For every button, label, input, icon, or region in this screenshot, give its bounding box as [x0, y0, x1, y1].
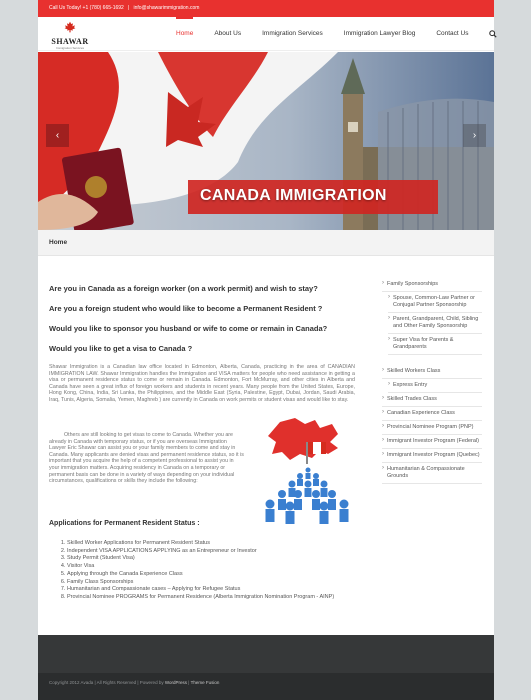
- phone-text[interactable]: Call Us Today! +1 (780) 665-1692: [49, 5, 124, 11]
- sidebar-item-family-sponsorships[interactable]: › Family Sponsorships: [382, 278, 482, 292]
- wordpress-link[interactable]: WordPress: [164, 680, 188, 685]
- sidebar-item-super-visa[interactable]: › Super Visa for Parents & Grandparents: [388, 334, 482, 355]
- top-bar: [38, 0, 494, 17]
- question-4: Would you like to get a visa to Canada ?: [49, 344, 193, 353]
- list-item: 7. Humanitarian and Compassionate cases – Applying for Refugee Status: [67, 586, 359, 594]
- header: [38, 17, 494, 51]
- nav-immigration-services[interactable]: Immigration Services: [262, 30, 323, 37]
- breadcrumb: [38, 230, 494, 256]
- intro-paragraph: Shawar Immigration is a Canadian law office located in Edmonton, Alberta, Canada, practicing in the area of CANADIAN IMMIGRATION LAW. Shawar Immigration handles the Immigration and VISA matters for people who need assistance in getting a visa or permanent residence status to come or remain in Canada. Edmonton, Fort McMurray, and other cities in Alberta and Canada have seen a great influx of foreign workers and students in recent years. Many people from the United States, Europe, Hong Kong, China, India, Sri Lanka, the Philippines, and the Middle East (Syria, Palestine, Egypt, Dubai, Jordan, Saudi Arabia, Iraq, Tunis, Algeria, Somalia, Yemen, Maghreb ) are currently in Canada on work permits or student visas and would like to stay.: [49, 364, 355, 403]
- sidebar-menu: [382, 278, 482, 484]
- nav-contact-us[interactable]: Contact Us: [436, 30, 469, 37]
- search-icon[interactable]: [489, 30, 497, 38]
- sidebar-item-investor-federal[interactable]: › Immigrant Investor Program (Federal): [382, 435, 482, 449]
- logo-tagline: Immigration Services: [55, 46, 84, 50]
- nav-about-us[interactable]: About Us: [214, 30, 242, 37]
- maple-leaf-icon: [64, 21, 76, 33]
- logo-name: SHAWAR: [51, 37, 89, 46]
- main-nav: [176, 17, 497, 51]
- apps-heading: Applications for Permanent Resident Status :: [49, 520, 200, 527]
- copyright-bar: [38, 673, 494, 700]
- sidebar-item-canadian-experience[interactable]: › Canadian Experience Class: [382, 407, 482, 421]
- sidebar-item-pnp[interactable]: › Provincial Nominee Program (PNP): [382, 421, 482, 435]
- list-item: 6. Family Class Sponsorships: [67, 579, 359, 587]
- theme-fusion-link[interactable]: Theme Fusion: [190, 680, 220, 685]
- question-2: Are you a foreign student who would like to become a Permanent Resident ?: [49, 304, 323, 313]
- sidebar-item-skilled-workers[interactable]: › Skilled Workers Class: [382, 365, 482, 379]
- second-paragraph-text: Others are still looking to get visas to come to Canada. Whether you are already in Canada with temporary status, or if you are overseas Immigration Lawyer Eric Shawar can assist you or your family members to come and stay in Canada. Many applicants are denied visas and permanent residence status, so it is important that you acquire the help of a competent professional to assist you in your immigration matters. Acquiring residency in Canada on a temporary or permanent basis can be done in a variety of ways depending on your individual circumstances, qualifications or skills they include the following:: [49, 432, 244, 485]
- question-1: Are you in Canada as a foreign worker (on a work permit) and wish to stay?: [49, 284, 318, 293]
- main-content: [49, 284, 355, 600]
- logo[interactable]: [50, 20, 90, 50]
- nav-immigration-lawyer-blog[interactable]: Immigration Lawyer Blog: [343, 30, 416, 37]
- copyright-text: Copyright 2012 Avada | All Rights Reserved | Powered by: [49, 680, 164, 685]
- sidebar-item-spouse-sponsorship[interactable]: › Spouse, Common-Law Partner or Conjugal Partner Sponsorship: [388, 292, 482, 313]
- second-paragraph: [49, 432, 245, 485]
- list-item: 1. Skilled Worker Applications for Permanent Resident Status: [67, 540, 359, 548]
- list-item: 4. Visitor Visa: [67, 563, 359, 571]
- hero-slider: [38, 52, 494, 230]
- sidebar-item-express-entry[interactable]: › Express Entry: [388, 379, 482, 393]
- separator: |: [128, 5, 130, 11]
- canada-map-people-image: [260, 414, 356, 526]
- slide-title: CANADA IMMIGRATION: [200, 187, 387, 204]
- list-item: 3. Study Permit (Student Visa): [67, 555, 359, 563]
- sidebar-item-skilled-trades[interactable]: › Skilled Trades Class: [382, 393, 482, 407]
- list-item: 2. Independent VISA APPLICATIONS APPLYING as an Entrepreneur or Investor: [67, 548, 359, 556]
- slider-next-button[interactable]: ›: [463, 124, 486, 147]
- slider-prev-button[interactable]: ‹: [46, 124, 69, 147]
- sidebar-item-parent-sponsorship[interactable]: › Parent, Grandparent, Child, Sibling and Other Family Sponsorship: [388, 313, 482, 334]
- copyright-separator: |: [188, 680, 190, 685]
- applications-list: [59, 540, 359, 602]
- list-item: 8. Provincial Nominee PROGRAMS for Permanent Residence (Alberta Immigration Nomination Program - AINP): [67, 594, 359, 602]
- email-link[interactable]: info@shawarimmigration.com: [133, 5, 200, 11]
- page: [38, 0, 494, 700]
- list-item: 5. Applying through the Canada Experience Class: [67, 571, 359, 579]
- sidebar-item-humanitarian[interactable]: › Humanitarian & Compassionate Grounds: [382, 463, 482, 484]
- question-3: Would you like to sponsor you husband or wife to come or remain in Canada?: [49, 324, 328, 333]
- sidebar-item-investor-quebec[interactable]: › Immigrant Investor Program (Quebec): [382, 449, 482, 463]
- nav-home[interactable]: Home: [176, 17, 193, 51]
- breadcrumb-home[interactable]: Home: [49, 239, 68, 246]
- footer: [38, 635, 494, 673]
